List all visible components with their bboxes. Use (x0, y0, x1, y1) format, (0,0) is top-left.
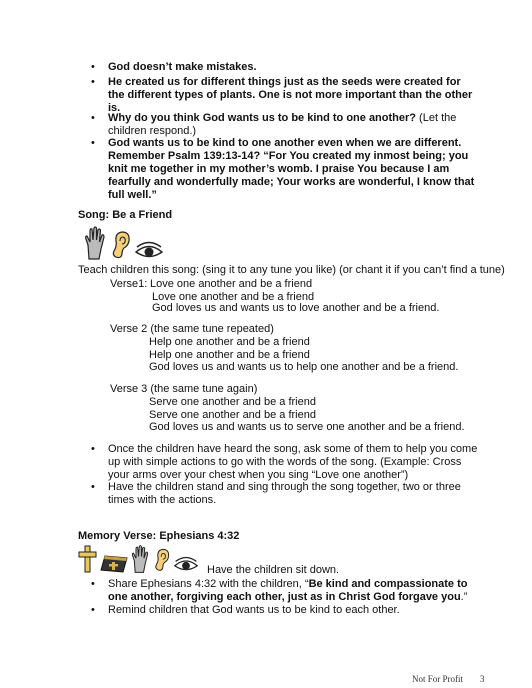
verse3-line-2: Serve one another and be a friend (149, 409, 316, 421)
bullet-marker: • (91, 604, 95, 616)
ear-icon (110, 229, 132, 261)
hand-icon (84, 225, 108, 261)
song-heading: Song: Be a Friend (78, 209, 173, 221)
memory-sit-down-instruction: Have the children sit down. (207, 564, 340, 576)
page-number: 3 (480, 674, 485, 684)
bullet-marker: • (91, 137, 95, 149)
memory-share-prefix: Share Ephesians 4:32 with the children, “ (108, 578, 309, 590)
song-sing-bullet: Have the children stand and sing through the song together, two or three times with the actions. (108, 481, 461, 506)
verse2-line-1: Help one another and be a friend (149, 336, 310, 348)
verse1-line-1: Love one another and be a friend (150, 278, 313, 290)
bullet-marker: • (91, 112, 95, 124)
cross-icon (77, 544, 97, 574)
song-icons (84, 225, 164, 261)
bullet-marker: • (91, 481, 95, 493)
bullet-why-kind-question: Why do you think God wants us to be kind to one another? (108, 112, 416, 124)
bullet-psalm: God wants us to be kind to one another even when we are different. Remember Psalm 139:13-14? “For You created my inmost being; you knit me together in my mother’s womb. I praise You because I am fearfully and wonderfully made; Your works are wonderful, I know that full well.” (108, 137, 475, 201)
verse2-line-2: Help one another and be a friend (149, 349, 310, 361)
bullet-created-different: He created us for different things just as the seeds were created for the different types of plants. One is not more important than the other is. (108, 76, 473, 114)
hand-icon (131, 544, 151, 574)
verse3-line-3: God loves us and wants us to serve one another and be a friend. (149, 421, 465, 433)
bible-icon (99, 550, 129, 574)
footer-label: Not For Profit (412, 674, 464, 684)
bullet-why-kind-note: (Let the children respond.) (108, 112, 457, 137)
eye-icon (173, 554, 199, 574)
memory-share-suffix: .” (460, 591, 468, 603)
verse3-label: Verse 3 (the same tune again) (110, 383, 258, 395)
memory-verse-text: Be kind and compassionate to one another, forgiving each other, just as in Christ God forgave you (108, 578, 468, 603)
memory-heading: Memory Verse: Ephesians 4:32 (78, 530, 240, 542)
verse1-line-2: Love one another and be a friend (152, 291, 315, 303)
bullet-god-mistakes: God doesn’t make mistakes. (108, 61, 257, 73)
bullet-marker: • (91, 578, 95, 590)
song-actions-bullet: Once the children have heard the song, ask some of them to help you come up with simple actions to go with the words of the song. (Example: Cross your arms over your chest when you sing “Love one another”) (108, 443, 478, 481)
bullet-marker: • (91, 76, 95, 88)
bullet-marker: • (91, 443, 95, 455)
eye-icon (134, 239, 164, 261)
verse2-label: Verse 2 (the same tune repeated) (110, 323, 274, 335)
song-teach-instruction: Teach children this song: (sing it to any tune you like) (or chant it if you can’t find a tune) (78, 264, 505, 276)
verse2-line-3: God loves us and wants us to help one another and be a friend. (149, 361, 459, 373)
memory-remind-bullet: Remind children that God wants us to be kind to each other. (108, 604, 400, 616)
bullet-why-kind (108, 112, 480, 138)
ear-icon (153, 546, 171, 574)
verse1-line-3: God loves us and wants us to love another and be a friend. (152, 302, 440, 314)
verse1-label: Verse1: (110, 278, 148, 290)
memory-icons (77, 544, 199, 574)
bullet-marker: • (91, 61, 95, 73)
memory-share-bullet (108, 578, 480, 604)
verse3-line-1: Serve one another and be a friend (149, 396, 316, 408)
